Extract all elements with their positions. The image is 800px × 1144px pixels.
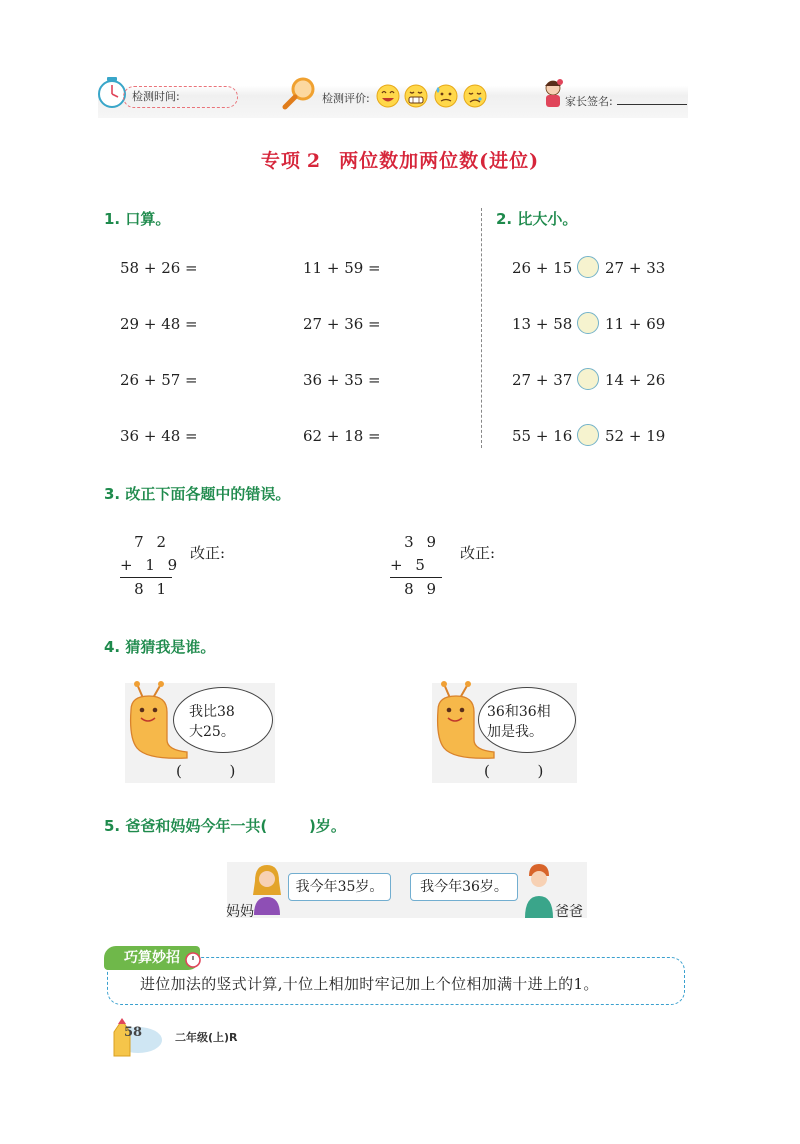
- correction-label-2: 改正:: [460, 544, 496, 562]
- compare-left-2: 13 + 58: [512, 315, 573, 333]
- calc-right-2: 27 + 36 =: [303, 315, 381, 333]
- snail-2-line-1: 36和36相: [487, 704, 551, 720]
- title-text: 两位数加两位数(进位): [339, 150, 540, 172]
- snail-1-line-2: 大25。: [189, 724, 235, 740]
- snail-bubble-1: [173, 687, 273, 753]
- page-number: 58: [124, 1025, 143, 1040]
- tip-tag: 巧算妙招: [104, 946, 200, 970]
- snail-answer-1[interactable]: ( ): [176, 762, 236, 780]
- vertical-calc-2-addend: + 5: [390, 556, 429, 574]
- dad-speech-bubble: 我今年36岁。: [410, 873, 518, 901]
- title-number: 2: [306, 150, 322, 172]
- tip-text: 进位加法的竖式计算,十位上相加时牢记加上个位相加满十进上的1。: [140, 975, 599, 993]
- compare-left-4: 55 + 16: [512, 427, 573, 445]
- calc-right-4: 62 + 18 =: [303, 427, 381, 445]
- mom-icon: [250, 863, 284, 915]
- magnifier-icon: [281, 76, 321, 110]
- calc-right-3: 36 + 35 =: [303, 371, 381, 389]
- vertical-calc-2-line: [390, 577, 442, 578]
- smile-face-icon: [377, 85, 399, 107]
- section-1-heading: 1. 口算。: [104, 210, 171, 228]
- section-divider: [481, 208, 482, 448]
- calc-left-1: 58 + 26 =: [120, 259, 198, 277]
- detection-time-label: 检测时间:: [132, 90, 180, 103]
- calc-left-2: 29 + 48 =: [120, 315, 198, 333]
- compare-right-2: 11 + 69: [605, 315, 666, 333]
- compare-right-1: 27 + 33: [605, 259, 666, 277]
- compare-circle-3[interactable]: [577, 368, 599, 390]
- compare-left-3: 27 + 37: [512, 371, 573, 389]
- mom-speech-bubble: 我今年35岁。: [288, 873, 391, 901]
- mom-label: 妈妈: [226, 904, 254, 920]
- compare-circle-2[interactable]: [577, 312, 599, 334]
- parent-avatar-icon: [540, 76, 566, 112]
- page-title: [0, 146, 800, 173]
- calc-right-1: 11 + 59 =: [303, 259, 381, 277]
- vertical-calc-2-top: 3 9: [404, 533, 440, 551]
- alarm-clock-icon: [184, 950, 202, 968]
- evaluation-faces: [376, 82, 488, 110]
- vertical-calc-2-result: 8 9: [404, 580, 440, 598]
- dad-label: 爸爸: [555, 904, 583, 920]
- section-2-heading: 2. 比大小。: [496, 210, 578, 228]
- compare-right-3: 14 + 26: [605, 371, 666, 389]
- correction-label-1: 改正:: [190, 544, 226, 562]
- compare-right-4: 52 + 19: [605, 427, 666, 445]
- vertical-calc-1-addend: + 1 9: [120, 556, 182, 574]
- evaluation-label: 检测评价:: [322, 92, 370, 105]
- grade-label: 二年级(上)R: [175, 1031, 238, 1044]
- parent-signature-label: 家长签名:: [565, 95, 613, 108]
- vertical-calc-1-top: 7 2: [134, 533, 170, 551]
- detection-time-field[interactable]: [123, 86, 238, 108]
- calc-left-4: 36 + 48 =: [120, 427, 198, 445]
- compare-circle-4[interactable]: [577, 424, 599, 446]
- vertical-calc-1-line: [120, 577, 172, 578]
- snail-answer-2[interactable]: ( ): [484, 762, 544, 780]
- vertical-calc-1-result: 8 1: [134, 580, 170, 598]
- section-5-heading: 5. 爸爸和妈妈今年一共( )岁。: [104, 817, 346, 835]
- snail-1-line-1: 我比38: [189, 704, 235, 720]
- snail-bubble-2: [478, 687, 576, 753]
- snail-2-line-2: 加是我。: [487, 724, 543, 740]
- compare-left-1: 26 + 15: [512, 259, 573, 277]
- compare-circle-1[interactable]: [577, 256, 599, 278]
- parent-signature-line[interactable]: [617, 104, 687, 105]
- grin-face-icon: [405, 85, 427, 107]
- sad-face-icon: [464, 85, 486, 107]
- dad-icon: [522, 862, 556, 918]
- worried-face-icon: [435, 85, 457, 107]
- calc-left-3: 26 + 57 =: [120, 371, 198, 389]
- section-4-heading: 4. 猜猜我是谁。: [104, 638, 216, 656]
- section-3-heading: 3. 改正下面各题中的错误。: [104, 485, 291, 503]
- title-prefix: 专项: [260, 150, 301, 172]
